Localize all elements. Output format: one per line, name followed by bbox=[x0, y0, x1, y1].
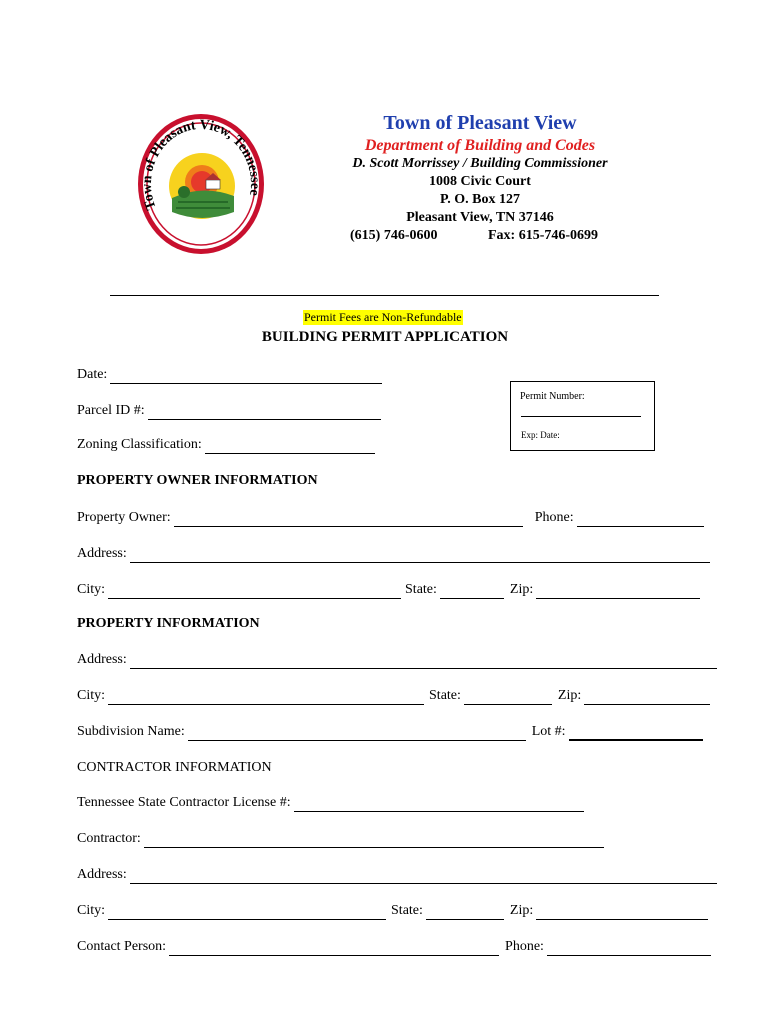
owner-zip-label: Zip: bbox=[509, 582, 534, 597]
contractor-row bbox=[77, 830, 604, 848]
owner-phone-field[interactable] bbox=[577, 513, 704, 527]
street-address: 1008 Civic Court bbox=[429, 174, 531, 189]
property-state-field[interactable] bbox=[464, 691, 552, 705]
permit-number-field[interactable] bbox=[521, 416, 641, 417]
property-address-label: Address: bbox=[77, 652, 127, 667]
subdivision-label: Subdivision Name: bbox=[77, 724, 185, 739]
office-phone: (615) 746-0600 bbox=[350, 228, 438, 243]
exp-date-label: Exp: Date: bbox=[521, 430, 560, 440]
property-city-field[interactable] bbox=[108, 691, 424, 705]
property-city-label: City: bbox=[77, 688, 106, 703]
town-title: Town of Pleasant View bbox=[383, 112, 577, 134]
parcel-id-field[interactable] bbox=[148, 406, 381, 420]
department-name: Department of Building and Codes bbox=[364, 137, 596, 154]
owner-address-field[interactable] bbox=[130, 549, 710, 563]
owner-phone-label: Phone: bbox=[534, 510, 574, 525]
contractor-address-field[interactable] bbox=[130, 870, 717, 884]
property-zip-field[interactable] bbox=[584, 691, 710, 705]
contact-row bbox=[77, 938, 711, 956]
form-title: BUILDING PERMIT APPLICATION bbox=[261, 329, 509, 345]
owner-city-row bbox=[77, 581, 700, 599]
property-address-field[interactable] bbox=[130, 655, 717, 669]
contractor-city-label: City: bbox=[77, 903, 106, 918]
owner-label: Property Owner: bbox=[77, 510, 171, 525]
contractor-city-field[interactable] bbox=[108, 906, 386, 920]
property-state-label: State: bbox=[429, 688, 461, 703]
owner-field[interactable] bbox=[174, 513, 523, 527]
owner-city-field[interactable] bbox=[108, 585, 401, 599]
license-row bbox=[77, 794, 584, 812]
contractor-label: Contractor: bbox=[77, 831, 141, 846]
contractor-section-heading: CONTRACTOR INFORMATION bbox=[77, 760, 272, 775]
owner-city-label: City: bbox=[77, 582, 106, 597]
office-use-permit-box bbox=[510, 381, 655, 451]
date-field[interactable] bbox=[110, 370, 382, 384]
contractor-address-label: Address: bbox=[77, 867, 127, 882]
permit-number-label: Permit Number: bbox=[520, 391, 585, 402]
contact-phone-field[interactable] bbox=[547, 942, 711, 956]
lot-label: Lot #: bbox=[531, 724, 566, 739]
date-label: Date: bbox=[77, 367, 108, 382]
contractor-address-row bbox=[77, 866, 717, 884]
license-label: Tennessee State Contractor License #: bbox=[77, 795, 291, 810]
contractor-field[interactable] bbox=[144, 834, 604, 848]
zoning-field[interactable] bbox=[205, 440, 375, 454]
header-divider bbox=[110, 295, 659, 296]
contractor-zip-field[interactable] bbox=[536, 906, 708, 920]
property-city-row bbox=[77, 687, 710, 705]
svg-text:Town of Pleasant View, Tenness: Town of Pleasant View, Tennessee bbox=[139, 117, 263, 212]
parcel-id-label: Parcel ID #: bbox=[77, 403, 145, 418]
contractor-city-row bbox=[77, 902, 708, 920]
zoning-label: Zoning Classification: bbox=[77, 437, 202, 452]
property-section-heading: PROPERTY INFORMATION bbox=[77, 616, 260, 631]
license-field[interactable] bbox=[294, 798, 584, 812]
property-address-row bbox=[77, 651, 717, 669]
zoning-row bbox=[77, 436, 375, 454]
contact-person-label: Contact Person: bbox=[77, 939, 167, 954]
subdivision-field[interactable] bbox=[188, 727, 526, 741]
contractor-state-label: State: bbox=[391, 903, 423, 918]
owner-section-heading: PROPERTY OWNER INFORMATION bbox=[77, 473, 318, 488]
lot-field[interactable] bbox=[569, 726, 703, 741]
owner-state-label: State: bbox=[405, 582, 437, 597]
contact-person-field[interactable] bbox=[169, 942, 499, 956]
city-state-zip: Pleasant View, TN 37146 bbox=[406, 210, 554, 225]
office-fax: Fax: 615-746-0699 bbox=[488, 228, 599, 243]
owner-address-row bbox=[77, 545, 710, 563]
owner-row bbox=[77, 509, 704, 527]
contractor-zip-label: Zip: bbox=[509, 903, 534, 918]
commissioner-name: D. Scott Morrissey / Building Commissioner bbox=[352, 156, 608, 171]
property-zip-label: Zip: bbox=[557, 688, 582, 703]
po-box: P. O. Box 127 bbox=[440, 192, 520, 207]
town-seal-logo bbox=[136, 112, 266, 255]
owner-state-field[interactable] bbox=[440, 585, 504, 599]
owner-zip-field[interactable] bbox=[536, 585, 700, 599]
contact-phone-label: Phone: bbox=[505, 939, 544, 954]
parcel-row bbox=[77, 402, 381, 420]
contractor-state-field[interactable] bbox=[426, 906, 504, 920]
date-row bbox=[77, 366, 382, 384]
subdivision-row bbox=[77, 723, 703, 741]
owner-address-label: Address: bbox=[77, 546, 127, 561]
non-refundable-notice: Permit Fees are Non-Refundable bbox=[304, 310, 462, 324]
